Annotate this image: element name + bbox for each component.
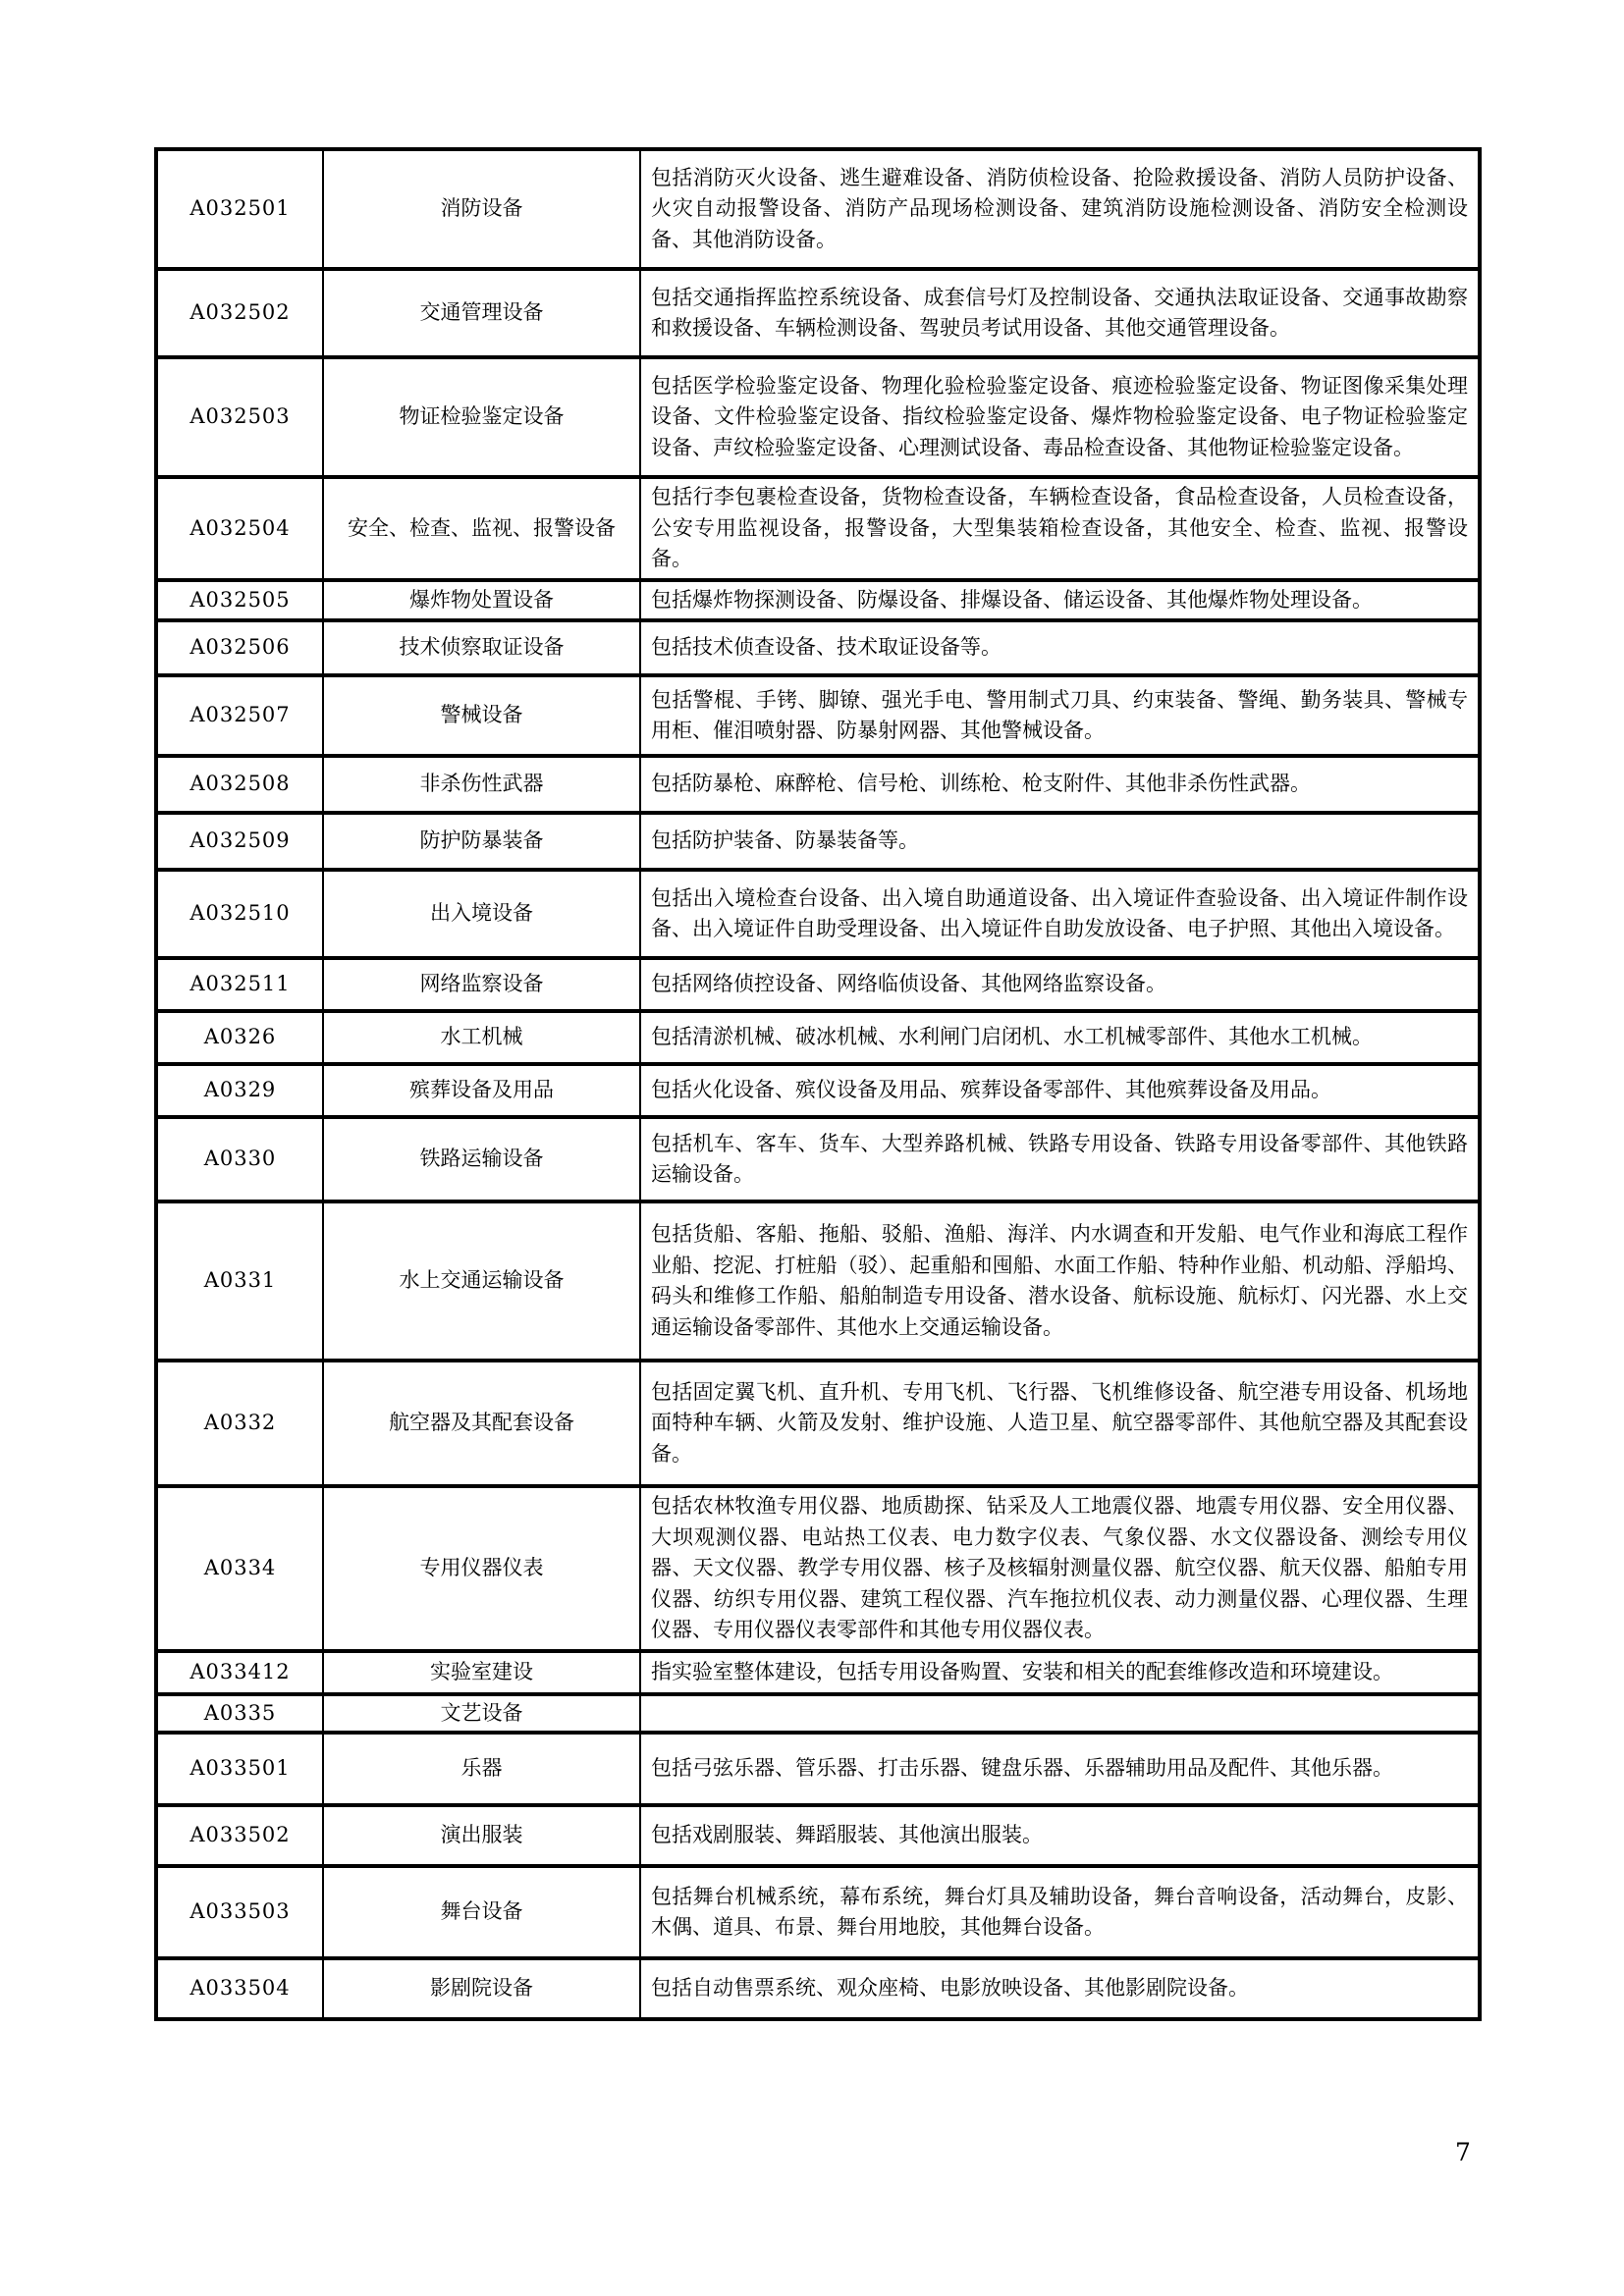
desc-cell: 包括技术侦查设备、技术取证设备等。 [640, 620, 1480, 675]
desc-cell: 包括爆炸物探测设备、防爆设备、排爆设备、储运设备、其他爆炸物处理设备。 [640, 580, 1480, 621]
name-cell: 非杀伤性武器 [323, 756, 640, 813]
name-cell: 影剧院设备 [323, 1958, 640, 2019]
page-number: 7 [1455, 2138, 1471, 2166]
table-row [156, 620, 1480, 675]
name-cell: 出入境设备 [323, 870, 640, 958]
name-cell: 铁路运输设备 [323, 1117, 640, 1201]
name-cell: 殡葬设备及用品 [323, 1064, 640, 1117]
desc-cell: 包括防护装备、防暴装备等。 [640, 813, 1480, 870]
code-cell: A033503 [156, 1866, 323, 1958]
code-cell: A0330 [156, 1117, 323, 1201]
desc-cell: 包括货船、客船、拖船、驳船、渔船、海洋、内水调查和开发船、电气作业和海底工程作业船、挖泥、打桩船（驳）、起重船和囤船、水面工作船、特种作业船、机动船、浮船坞、码头和维修工作船、船舶制造专用设备、潜水设备、航标设施、航标灯、闪光器、水上交通运输设备零部件、其他水上交通运输设备。 [640, 1201, 1480, 1361]
code-cell: A0334 [156, 1486, 323, 1651]
name-cell: 爆炸物处置设备 [323, 580, 640, 621]
desc-cell: 指实验室整体建设，包括专用设备购置、安装和相关的配套维修改造和环境建设。 [640, 1651, 1480, 1694]
code-cell: A032507 [156, 675, 323, 756]
name-cell: 消防设备 [323, 149, 640, 269]
desc-cell: 包括行李包裹检查设备，货物检查设备，车辆检查设备，食品检查设备，人员检查设备，公安专用监视设备，报警设备，大型集装箱检查设备，其他安全、检查、监视、报警设备。 [640, 477, 1480, 580]
table-row [156, 1117, 1480, 1201]
code-cell: A0329 [156, 1064, 323, 1117]
table-row [156, 1486, 1480, 1651]
name-cell: 专用仪器仪表 [323, 1486, 640, 1651]
table-row [156, 813, 1480, 870]
table-row [156, 269, 1480, 357]
desc-cell: 包括消防灭火设备、逃生避难设备、消防侦检设备、抢险救援设备、消防人员防护设备、火灾自动报警设备、消防产品现场检测设备、建筑消防设施检测设备、消防安全检测设备、其他消防设备。 [640, 149, 1480, 269]
table-row [156, 1651, 1480, 1694]
code-cell: A033502 [156, 1805, 323, 1866]
desc-cell: 包括网络侦控设备、网络临侦设备、其他网络监察设备。 [640, 958, 1480, 1011]
name-cell: 乐器 [323, 1733, 640, 1805]
code-cell: A032504 [156, 477, 323, 580]
name-cell: 文艺设备 [323, 1694, 640, 1734]
table-body [156, 149, 1480, 2019]
code-cell: A032510 [156, 870, 323, 958]
desc-cell [640, 1694, 1480, 1734]
code-cell: A0331 [156, 1201, 323, 1361]
code-cell: A032502 [156, 269, 323, 357]
desc-cell: 包括自动售票系统、观众座椅、电影放映设备、其他影剧院设备。 [640, 1958, 1480, 2019]
table-row [156, 1958, 1480, 2019]
code-cell: A032505 [156, 580, 323, 621]
name-cell: 安全、检查、监视、报警设备 [323, 477, 640, 580]
name-cell: 网络监察设备 [323, 958, 640, 1011]
code-cell: A033501 [156, 1733, 323, 1805]
code-cell: A032509 [156, 813, 323, 870]
name-cell: 水上交通运输设备 [323, 1201, 640, 1361]
desc-cell: 包括舞台机械系统，幕布系统，舞台灯具及辅助设备，舞台音响设备，活动舞台，皮影、木偶、道具、布景、舞台用地胶，其他舞台设备。 [640, 1866, 1480, 1958]
table-row [156, 675, 1480, 756]
name-cell: 技术侦察取证设备 [323, 620, 640, 675]
code-cell: A032506 [156, 620, 323, 675]
classification-table [154, 147, 1482, 2021]
code-cell: A032501 [156, 149, 323, 269]
name-cell: 实验室建设 [323, 1651, 640, 1694]
table-row [156, 958, 1480, 1011]
table-row [156, 756, 1480, 813]
table-row [156, 580, 1480, 621]
code-cell: A0326 [156, 1011, 323, 1064]
table-row [156, 1011, 1480, 1064]
desc-cell: 包括弓弦乐器、管乐器、打击乐器、键盘乐器、乐器辅助用品及配件、其他乐器。 [640, 1733, 1480, 1805]
table-row [156, 357, 1480, 477]
desc-cell: 包括戏剧服装、舞蹈服装、其他演出服装。 [640, 1805, 1480, 1866]
name-cell: 水工机械 [323, 1011, 640, 1064]
name-cell: 警械设备 [323, 675, 640, 756]
table-row [156, 1361, 1480, 1486]
name-cell: 航空器及其配套设备 [323, 1361, 640, 1486]
table-row [156, 870, 1480, 958]
desc-cell: 包括清淤机械、破冰机械、水利闸门启闭机、水工机械零部件、其他水工机械。 [640, 1011, 1480, 1064]
code-cell: A0332 [156, 1361, 323, 1486]
code-cell: A033504 [156, 1958, 323, 2019]
name-cell: 交通管理设备 [323, 269, 640, 357]
code-cell: A0335 [156, 1694, 323, 1734]
desc-cell: 包括农林牧渔专用仪器、地质勘探、钻采及人工地震仪器、地震专用仪器、安全用仪器、大坝观测仪器、电站热工仪表、电力数字仪表、气象仪器、水文仪器设备、测绘专用仪器、天文仪器、教学专用仪器、核子及核辐射测量仪器、航空仪器、航天仪器、船舶专用仪器、纺织专用仪器、建筑工程仪器、汽车拖拉机仪表、动力测量仪器、心理仪器、生理仪器、专用仪器仪表零部件和其他专用仪器仪表。 [640, 1486, 1480, 1651]
table-row [156, 149, 1480, 269]
desc-cell: 包括警棍、手铐、脚镣、强光手电、警用制式刀具、约束装备、警绳、勤务装具、警械专用柜、催泪喷射器、防暴射网器、其他警械设备。 [640, 675, 1480, 756]
name-cell: 物证检验鉴定设备 [323, 357, 640, 477]
name-cell: 舞台设备 [323, 1866, 640, 1958]
desc-cell: 包括固定翼飞机、直升机、专用飞机、飞行器、飞机维修设备、航空港专用设备、机场地面特种车辆、火箭及发射、维护设施、人造卫星、航空器零部件、其他航空器及其配套设备。 [640, 1361, 1480, 1486]
table-row [156, 477, 1480, 580]
table-row [156, 1866, 1480, 1958]
code-cell: A032503 [156, 357, 323, 477]
desc-cell: 包括出入境检查台设备、出入境自助通道设备、出入境证件查验设备、出入境证件制作设备、出入境证件自助受理设备、出入境证件自助发放设备、电子护照、其他出入境设备。 [640, 870, 1480, 958]
table-row [156, 1805, 1480, 1866]
code-cell: A033412 [156, 1651, 323, 1694]
desc-cell: 包括火化设备、殡仪设备及用品、殡葬设备零部件、其他殡葬设备及用品。 [640, 1064, 1480, 1117]
table-row [156, 1694, 1480, 1734]
desc-cell: 包括医学检验鉴定设备、物理化验检验鉴定设备、痕迹检验鉴定设备、物证图像采集处理设备、文件检验鉴定设备、指纹检验鉴定设备、爆炸物检验鉴定设备、电子物证检验鉴定设备、声纹检验鉴定设备、心理测试设备、毒品检查设备、其他物证检验鉴定设备。 [640, 357, 1480, 477]
desc-cell: 包括防暴枪、麻醉枪、信号枪、训练枪、枪支附件、其他非杀伤性武器。 [640, 756, 1480, 813]
code-cell: A032508 [156, 756, 323, 813]
table-row [156, 1201, 1480, 1361]
desc-cell: 包括机车、客车、货车、大型养路机械、铁路专用设备、铁路专用设备零部件、其他铁路运输设备。 [640, 1117, 1480, 1201]
name-cell: 演出服装 [323, 1805, 640, 1866]
table-row [156, 1064, 1480, 1117]
code-cell: A032511 [156, 958, 323, 1011]
desc-cell: 包括交通指挥监控系统设备、成套信号灯及控制设备、交通执法取证设备、交通事故勘察和救援设备、车辆检测设备、驾驶员考试用设备、其他交通管理设备。 [640, 269, 1480, 357]
table-row [156, 1733, 1480, 1805]
name-cell: 防护防暴装备 [323, 813, 640, 870]
